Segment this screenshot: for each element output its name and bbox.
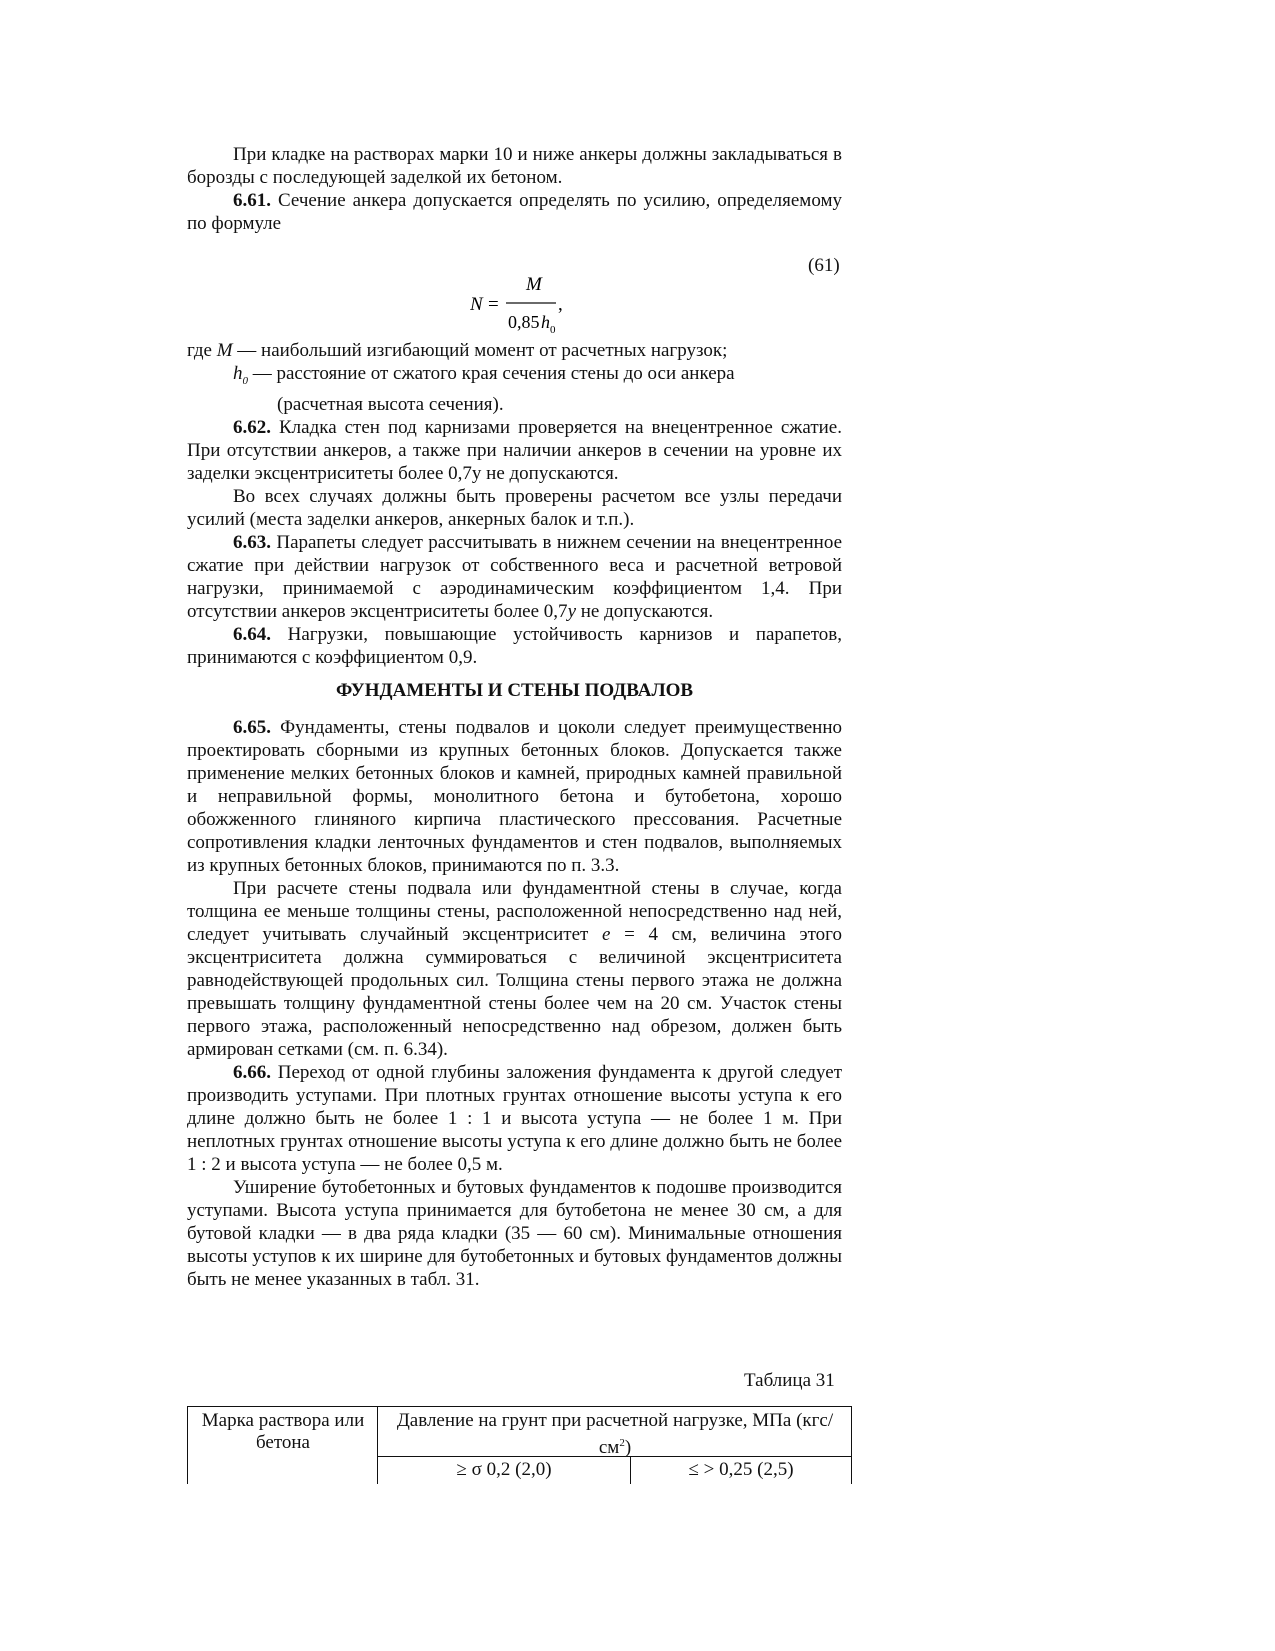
- clause-number: 6.63.: [233, 531, 271, 553]
- paragraph-6-62-b: Во всех случаях должны быть проверены расчетом все узлы передачи усилий (места заделки анкеров, анкерных балок и т.п.).: [187, 485, 842, 530]
- table-header-grade: Марка раствора или бетона: [201, 1410, 365, 1453]
- paragraph-6-63: 6.63. Парапеты следует рассчитывать в нижнем сечении на внецентренное сжатие при действии нагрузок от собственного веса и расчетной ветровой нагрузки, принимаемой с аэродинамическим коэффициентом 1,4. При отсутствии анкеров эксцентриситеты более 0,7y не допускаются.: [187, 531, 842, 622]
- table-divider-subcol: [630, 1456, 631, 1484]
- formula-trail: ,: [558, 294, 563, 315]
- paragraph-6-65: 6.65. Фундаменты, стены подвалов и цоколи следует преимущественно проектировать сборными из крупных бетонных блоков. Допускается также применение мелких бетонных блоков и камней, природных камней правильной и неправильной формы, монолитного бетона и бутобетона, хорошо обожженного глиняного кирпича пластического прессования. Расчетные сопротивления кладки ленточных фундаментов и стен подвалов, выполняемых из крупных бетонных блоков, принимаются по п. 3.3.: [187, 716, 842, 876]
- paragraph-6-62: 6.62. Кладка стен под карнизами проверяется на внецентренное сжатие. При отсутствии анкеров, а также при наличии анкеров в сечении на уровне их заделки эксцентриситеты более 0,7y не допускаются.: [187, 416, 842, 484]
- formula-numerator: M: [526, 274, 542, 295]
- paragraph-6-61: 6.61. Сечение анкера допускается определять по усилию, определяемому по формуле: [187, 190, 842, 234]
- table-header-pressure: Давление на грунт при расчетной нагрузке, МПа $(кгс/см^2)$: [396, 1410, 834, 1458]
- table-31: [187, 1406, 852, 1484]
- formula-denominator-var: h: [541, 312, 550, 332]
- table-subheader-low: ≥ σ 0,2 (2,0): [456, 1459, 552, 1480]
- formula-denominator-sub: 0: [550, 324, 556, 336]
- clause-number: 6.64.: [233, 623, 271, 645]
- formula-61: [470, 270, 590, 346]
- formula-denominator: 0,85: [508, 312, 540, 332]
- paragraph-6-66-b: Уширение бутобетонных и бутовых фундаментов к подошве производится уступами. Высота уступа принимается для бутобетона не менее 30 см, а для бутовой кладки — в два ряда кладки (35 — 60 см). Минимальные отношения высоты уступов к их ширине для бутобетонных и бутовых фундаментов должны быть не менее указанных в табл. 31.: [187, 1176, 842, 1290]
- table-border-top: [187, 1406, 852, 1407]
- section-heading: ФУНДАМЕНТЫ И СТЕНЫ ПОДВАЛОВ: [335, 679, 694, 701]
- formula-lhs: N: [470, 294, 483, 315]
- paragraph-6-64: 6.64. Нагрузки, повышающие устойчивость карнизов и парапетов, принимаются с коэффициентом 0,9.: [187, 623, 842, 668]
- definition-M: где M — наибольший изгибающий момент от расчетных нагрузок;: [187, 340, 728, 361]
- paragraph-6-66: 6.66. Переход от одной глубины заложения фундамента к другой следует производить уступами. При плотных грунтах отношение высоты уступа к его длине должно быть не более 1 : 1 и высота уступа — не более 1 м. При неплотных грунтах отношение высоты уступа к его длине должно быть не более 1 : 2 и высота уступа — не более 0,5 м.: [187, 1061, 842, 1175]
- text-block-top: [187, 143, 842, 235]
- text-block-main: [187, 339, 842, 1291]
- paragraph-anchors-grooves: При кладке на растворах марки 10 и ниже анкеры должны закладываться в борозды с последующей заделкой их бетоном.: [187, 144, 842, 188]
- table-caption: Таблица 31: [744, 1370, 835, 1391]
- definition-h0: $h_0$ — расстояние от сжатого края сечения стены до оси анкера (расчетная высота сечения).: [233, 363, 735, 415]
- table-border-left: [187, 1406, 188, 1484]
- table-border-right: [851, 1406, 852, 1484]
- formula-svg: [470, 270, 590, 340]
- formula-eq: =: [488, 294, 499, 315]
- clause-number: 6.61.: [233, 190, 271, 211]
- paragraph-6-65-b: При расчете стены подвала или фундаментной стены в случае, когда толщина ее меньше толщины стены, расположенной непосредственно над ней, следует учитывать случайный эксцентриситет e = 4 см, величина этого эксцентриситета должна суммироваться с величиной эксцентриситета равнодействующей продольных сил. Толщина стены первого этажа не должна превышать толщину фундаментной стены более чем на 20 см. Участок стены первого этажа, расположенный непосредственно над обрезом, должен быть армирован сетками (см. п. 6.34).: [187, 877, 843, 1060]
- clause-number: 6.66.: [233, 1061, 271, 1083]
- clause-number: 6.62.: [233, 416, 271, 438]
- table-subheader-high: ≤ > 0,25 (2,5): [688, 1459, 794, 1480]
- equation-number: (61): [808, 255, 840, 276]
- clause-number: 6.65.: [233, 716, 271, 738]
- table-divider-col1: [377, 1406, 378, 1484]
